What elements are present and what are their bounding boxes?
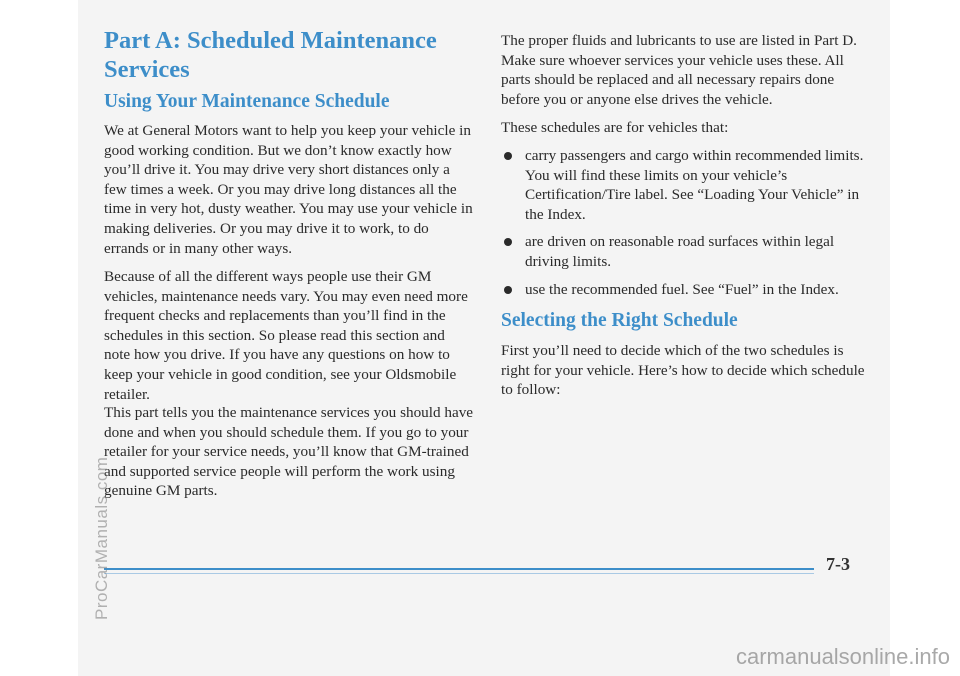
page-title: Part A: Scheduled Maintenance Services: [104, 27, 437, 83]
paragraph-part-services: This part tells you the maintenance services you should have done and when you should schedule them. If you go to your retailer for your service needs, you’ll know that GM-trained and supported service people will perform the work using genuine GM parts.: [104, 404, 474, 500]
list-item-text: are driven on reasonable road surfaces within legal driving limits.: [525, 233, 835, 270]
list-item: [501, 146, 873, 224]
page-number: 7-3: [826, 554, 850, 574]
list-item: [501, 232, 873, 271]
paragraph-decide-schedule: First you’ll need to decide which of the two schedules is right for your vehicle. Here’s how to decide which schedule to follow:: [501, 342, 865, 399]
footer-rule: [104, 568, 814, 570]
vehicle-conditions-list: [501, 146, 873, 299]
bullet-icon: [504, 286, 512, 294]
paragraph-maintenance-needs: Because of all the different ways people use their GM vehicles, maintenance needs vary. You may even need more frequent checks and replacements than you’ll find in the schedules in this section. So please read this section and note how you drive. If you have any questions on how to keep your vehicle in good condition, see your Oldsmobile retailer.: [104, 268, 468, 403]
bullet-icon: [504, 238, 512, 246]
site-watermark: carmanualsonline.info: [735, 644, 950, 669]
list-item: [501, 280, 873, 300]
section-heading-using-schedule: Using Your Maintenance Schedule: [104, 91, 390, 112]
paragraph-intro: We at General Motors want to help you keep your vehicle in good working condition. But we don’t know exactly how you’ll drive it. You may drive very short distances only a few times a week. Or you may drive long distances all the time in very hot, dusty weather. You may use your vehicle in making deliveries. Or you may drive it to work, to do errands or in many other ways.: [104, 122, 473, 257]
watermark-text: ProCarManuals.com: [92, 456, 111, 620]
paragraph-fluids: The proper fluids and lubricants to use are listed in Part D. Make sure whoever services your vehicle uses these. All parts should be replaced and all necessary repairs done before you or anyone else drives the vehicle.: [501, 32, 857, 108]
paragraph-schedules-for: These schedules are for vehicles that:: [501, 119, 729, 137]
footer-rule-thin: [104, 573, 814, 574]
list-item-text: use the recommended fuel. See “Fuel” in the Index.: [525, 280, 839, 298]
list-item-text: carry passengers and cargo within recommended limits. You will find these limits on your vehicle’s Certification/Tire label. See “Loading Your Vehicle” in the Index.: [525, 146, 864, 223]
right-column: [501, 31, 873, 400]
bullet-icon: [504, 152, 512, 160]
section-heading-selecting-schedule: Selecting the Right Schedule: [501, 310, 738, 332]
